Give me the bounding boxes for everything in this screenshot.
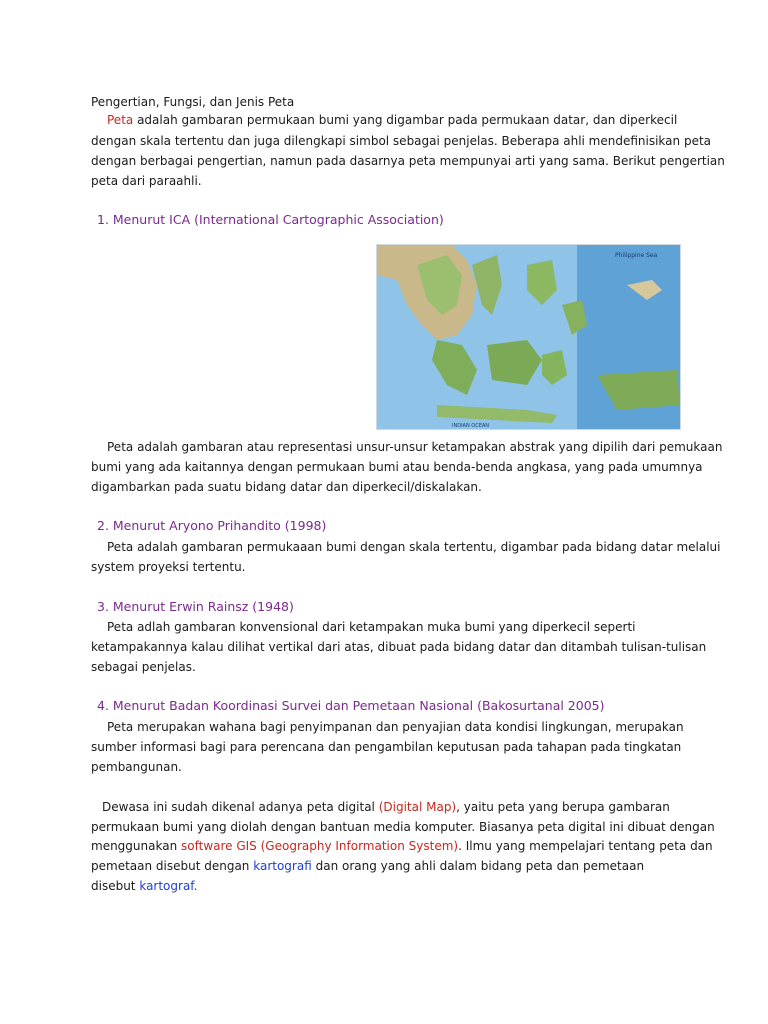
section-3-heading: 3. Menurut Erwin Rainsz (1948)	[97, 599, 294, 614]
closing-text: Dewasa ini sudah dikenal adanya peta digital	[102, 800, 379, 814]
southeast-asia-map-image	[376, 244, 681, 430]
section-3-line-3: sebagai penjelas.	[91, 660, 196, 674]
closing-line-5	[91, 876, 691, 896]
kartografi-link[interactable]: kartografi	[253, 859, 312, 873]
closing-text: . Ilmu yang mempelajari tentang peta dan	[458, 839, 713, 853]
kartograf-link[interactable]: kartograf.	[139, 879, 198, 893]
closing-line-3	[91, 836, 713, 856]
digital-map-term: (Digital Map)	[378, 800, 457, 814]
section-2-line-1: Peta adalah gambaran permukaaan bumi dengan skala tertentu, digambar pada bidang datar melalui	[107, 540, 721, 554]
closing-text: dan orang yang ahli dalam bidang peta dan pemetaan	[311, 859, 645, 873]
section-3-line-2: ketampakannya kalau dilihat vertikal dari atas, dibuat pada bidang datar dan ditambah tulisan-tulisan	[91, 640, 707, 654]
section-1-line-1: Peta adalah gambaran atau representasi unsur-unsur ketampakan abstrak yang dipilih dari pemukaan	[107, 440, 723, 454]
section-2-line-2: system proyeksi tertentu.	[91, 560, 246, 574]
section-4-heading: 4. Menurut Badan Koordinasi Survei dan Pemetaan Nasional (Bakosurtanal 2005)	[97, 698, 605, 713]
section-4-line-2: sumber informasi bagi para perencana dan pengambilan keputusan pada tahapan pada tingkatan	[91, 740, 682, 754]
section-2-heading: 2. Menurut Aryono Prihandito (1998)	[97, 518, 327, 533]
intro-line-2: dengan skala tertentu dan juga dilengkapi simbol sebagai penjelas. Beberapa ahli mendefinisikan peta	[91, 134, 712, 148]
section-4-line-3: pembangunan.	[91, 760, 182, 774]
section-3-line-1: Peta adlah gambaran konvensional dari ketampakan muka bumi yang diperkecil seperti	[107, 620, 636, 634]
closing-text: menggunakan	[91, 839, 181, 853]
closing-line-1	[102, 797, 702, 817]
section-1-line-3: digambarkan pada suatu bidang datar dan diperkecil/diskalakan.	[91, 480, 482, 494]
section-4-line-1: Peta merupakan wahana bagi penyimpanan dan penyajian data kondisi lingkungan, merupakan	[107, 720, 684, 734]
closing-text: pemetaan disebut dengan	[91, 859, 254, 873]
section-1-line-2: bumi yang ada kaitannya dengan permukaan bumi atau benda-benda angkasa, yang pada umumnya	[91, 460, 703, 474]
section-1-heading: 1. Menurut ICA (International Cartographic Association)	[97, 212, 444, 227]
closing-line-2: permukaan bumi yang diolah dengan bantuan media komputer. Biasanya peta digital ini dibuat dengan	[91, 820, 715, 834]
closing-line-4	[91, 856, 691, 876]
map-illustration	[377, 245, 680, 429]
intro-line-3: dengan berbagai pengertian, namun pada dasarnya peta mempunyai arti yang sama. Berikut pengertian	[91, 154, 725, 168]
closing-text: disebut	[91, 879, 140, 893]
intro-line-4: peta dari paraahli.	[91, 174, 202, 188]
document-title: Pengertian, Fungsi, dan Jenis Peta	[91, 95, 295, 109]
intro-text: adalah gambaran permukaan bumi yang digambar pada permukaan datar, dan diperkecil	[133, 113, 678, 127]
term-peta: Peta	[107, 113, 134, 127]
map-label-philippine-sea: Philippine Sea	[615, 252, 658, 259]
closing-text: , yaitu peta yang berupa gambaran	[456, 800, 670, 814]
intro-line-1	[107, 110, 707, 130]
map-label-indian-ocean: INDIAN OCEAN	[452, 423, 490, 429]
software-gis-term: software GIS (Geography Information System)	[181, 839, 459, 853]
